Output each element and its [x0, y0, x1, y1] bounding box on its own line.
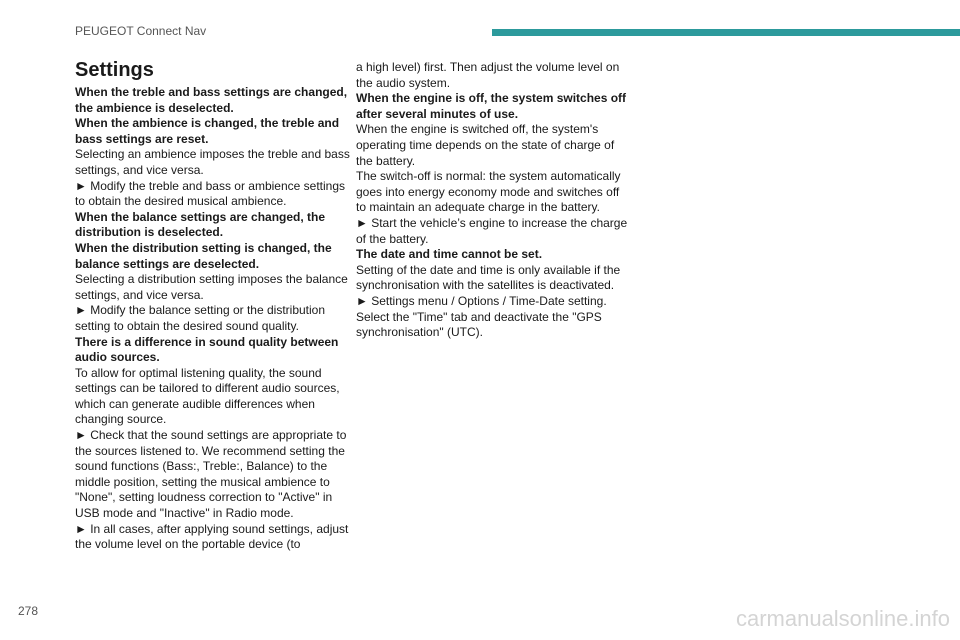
- paragraph: ► Modify the balance setting or the distribution setting to obtain the desired sound quality.: [75, 303, 326, 333]
- page-header-title: PEUGEOT Connect Nav: [75, 24, 207, 38]
- paragraph: There is a difference in sound quality between audio sources.: [75, 334, 339, 365]
- header-accent-bar: [492, 29, 960, 36]
- paragraph: When the distribution setting is changed, the balance settings are deselected.: [75, 240, 332, 271]
- paragraph: Setting of the date and time is only available if the synchronisation with the satellites is deactivated.: [356, 262, 621, 293]
- paragraph: When the balance settings are changed, the distribution is deselected.: [75, 209, 326, 240]
- paragraph: ► Check that the sound settings are appropriate to the sources listened to. We recommend setting the sound functions (Bass:, Treble:, Balance) to the middle position, setting the musical ambience to "None", setting loudness correction to "Active" in USB mode and "Inactive" in Radio mode.: [75, 428, 347, 521]
- paragraph: When the treble and bass settings are changed, the ambience is deselected.: [75, 85, 348, 115]
- left-paragraphs: [75, 85, 350, 553]
- paragraph: When the engine is switched off, the system's operating time depends on the state of charge of the battery.: [356, 122, 615, 168]
- paragraph: ► In all cases, after applying sound settings, adjust the volume level on the portable device (to: [75, 521, 349, 552]
- paragraph: When the ambience is changed, the treble and bass settings are reset.: [75, 116, 340, 146]
- watermark-text: carmanualsonline.info: [735, 606, 950, 631]
- paragraph: When the engine is off, the system switches off after several minutes of use.: [356, 91, 627, 121]
- paragraph: Selecting an ambience imposes the treble and bass settings, and vice versa.: [75, 147, 350, 177]
- paragraph: Selecting a distribution setting imposes the balance settings, and vice versa.: [75, 272, 348, 302]
- paragraph: a high level) first. Then adjust the volume level on the audio system.: [356, 60, 620, 90]
- paragraph: The switch-off is normal: the system automatically goes into energy economy mode and switches off to maintain an adequate charge in the battery.: [356, 169, 621, 215]
- paragraph: To allow for optimal listening quality, the sound settings can be tailored to different audio sources, which can generate audible differences when changing source.: [75, 365, 340, 427]
- section-heading: Settings: [75, 59, 154, 81]
- page-number: 278: [18, 604, 39, 618]
- right-column: [356, 60, 631, 341]
- paragraph: Select the "Time" tab and deactivate the "GPS synchronisation" (UTC).: [356, 309, 602, 340]
- paragraph: ► Modify the treble and bass or ambience settings to obtain the desired musical ambience.: [75, 178, 346, 209]
- paragraph: ► Settings menu / Options / Time-Date setting.: [356, 293, 607, 308]
- paragraph: ► Start the vehicle’s engine to increase the charge of the battery.: [356, 215, 628, 246]
- left-column: [75, 58, 350, 553]
- right-paragraphs: [356, 60, 631, 341]
- paragraph: The date and time cannot be set.: [356, 247, 543, 262]
